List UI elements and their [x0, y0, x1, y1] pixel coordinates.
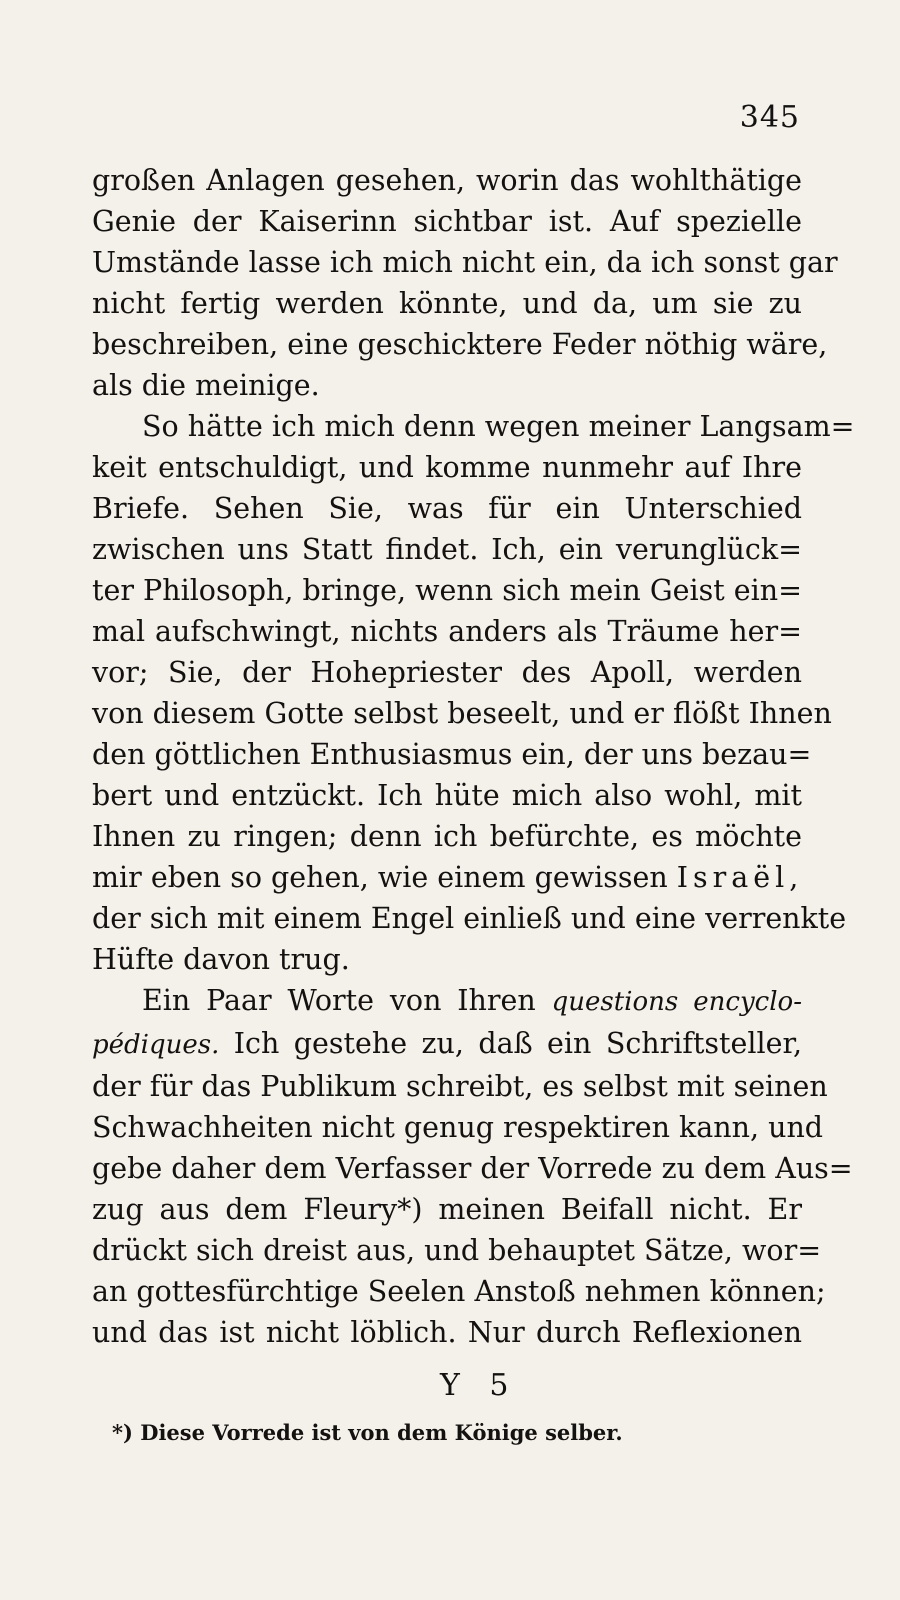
text-fragment: mir eben so gehen, wie einem gewissen — [92, 861, 677, 894]
paragraph-3 — [92, 980, 853, 1353]
text-line: vor; Sie, der Hohepriester des Apoll, werden — [92, 656, 802, 689]
text-line: drückt sich dreist aus, und behauptet Sätze, wor= — [92, 1234, 822, 1267]
text-line: großen Anlagen gesehen, worin das wohlthätige — [92, 164, 802, 197]
text-line: den göttlichen Enthusiasmus ein, der uns bezau= — [92, 738, 812, 771]
text-line: der sich mit einem Engel einließ und eine verrenkte — [92, 902, 847, 935]
spaced-name: Israël, — [676, 861, 804, 894]
text-line: der für das Publikum schreibt, es selbst mit seinen — [92, 1070, 828, 1103]
page-number: 345 — [739, 100, 800, 135]
text-line — [92, 980, 802, 1023]
text-line: mal aufschwingt, nichts anders als Träume her= — [92, 615, 802, 648]
text-line: bert und entzückt. Ich hüte mich also wohl, mit — [92, 779, 802, 812]
body-text — [92, 160, 855, 1353]
text-line: Umstände lasse ich mich nicht ein, da ich sonst gar — [92, 246, 838, 279]
signature-mark: Y 5 — [440, 1368, 519, 1403]
text-line: und das ist nicht löblich. Nur durch Reflexionen — [92, 1316, 802, 1349]
text-line: Hüfte davon trug. — [92, 943, 350, 976]
text-line: zwischen uns Statt findet. Ich, ein verunglück= — [92, 533, 802, 566]
text-line: Genie der Kaiserinn sichtbar ist. Auf spezielle — [92, 205, 802, 238]
text-line: zug aus dem Fleury*) meinen Beifall nicht. Er — [92, 1193, 802, 1226]
text-fragment: Ich gestehe zu, daß ein Schriftsteller, — [219, 1027, 802, 1060]
footnote: *) Diese Vorrede ist von dem Könige selber. — [112, 1420, 623, 1445]
text-line: Briefe. Sehen Sie, was für ein Unterschied — [92, 492, 802, 525]
text-line: beschreiben, eine geschicktere Feder nöthig wäre, — [92, 328, 828, 361]
paragraph-1 — [92, 160, 838, 406]
italic-phrase: pédiques. — [92, 1030, 220, 1060]
text-line: nicht fertig werden könnte, und da, um sie zu — [92, 287, 802, 320]
text-line: So hätte ich mich denn wegen meiner Langsam= — [142, 410, 855, 443]
text-line: Ihnen zu ringen; denn ich befürchte, es möchte — [92, 820, 802, 853]
text-line: an gottesfürchtige Seelen Anstoß nehmen können; — [92, 1275, 826, 1308]
italic-phrase: questions encyclo- — [551, 987, 802, 1017]
text-fragment: Ein Paar Worte von Ihren — [142, 984, 552, 1017]
text-line: keit entschuldigt, und komme nunmehr auf Ihre — [92, 451, 802, 484]
text-line: von diesem Gotte selbst beseelt, und er flößt Ihnen — [92, 697, 832, 730]
text-line: gebe daher dem Verfasser der Vorrede zu dem Aus= — [92, 1152, 853, 1185]
paragraph-2 — [92, 406, 855, 980]
text-line: ter Philosoph, bringe, wenn sich mein Geist ein= — [92, 574, 802, 607]
text-line — [92, 1023, 802, 1066]
text-line — [92, 857, 802, 898]
text-line: Schwachheiten nicht genug respektiren kann, und — [92, 1111, 824, 1144]
text-line: als die meinige. — [92, 369, 320, 402]
